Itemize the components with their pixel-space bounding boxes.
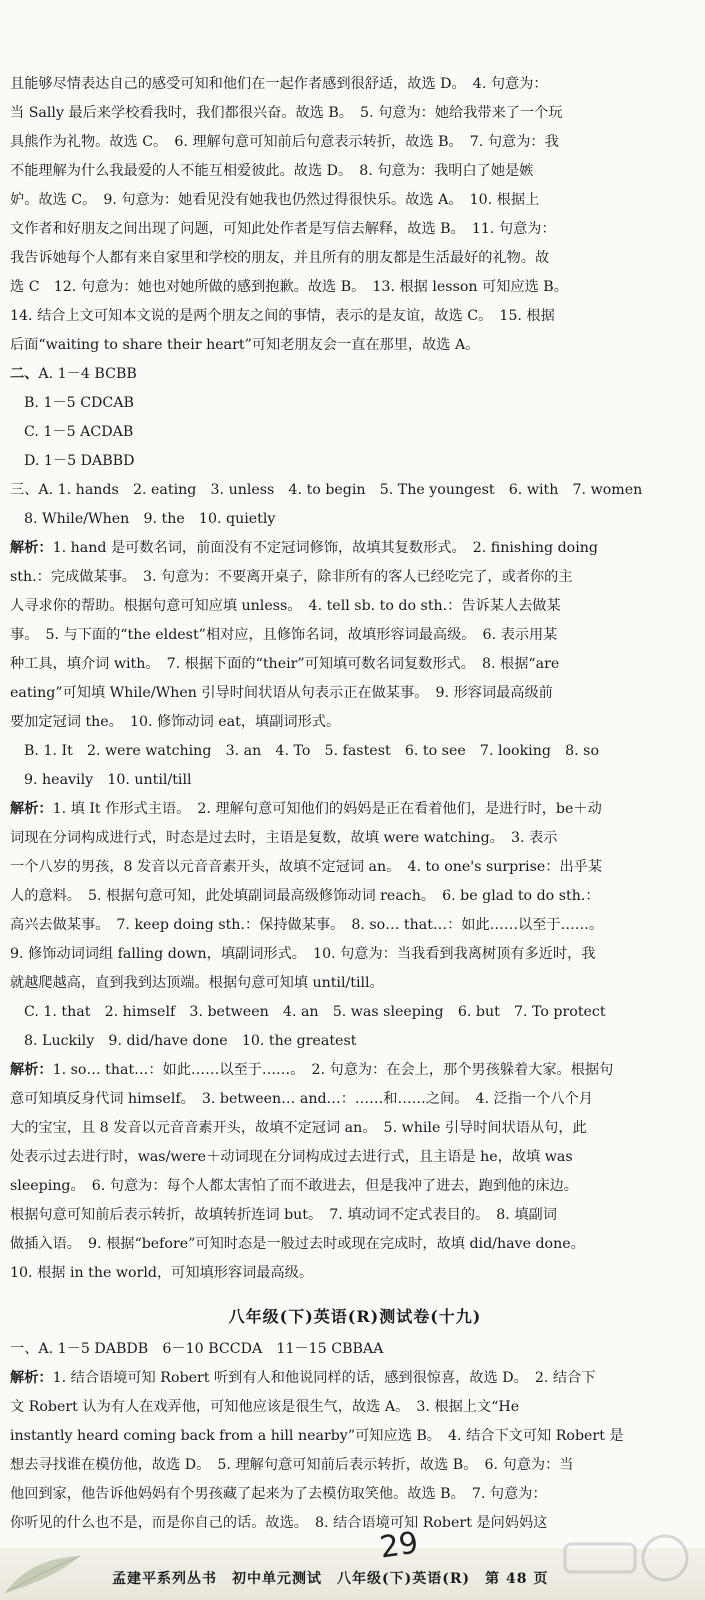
explanation-line: 就越爬越高，直到我到达顶端。根据句意可知填 until/till。: [10, 975, 384, 991]
explanation-line: instantly heard coming back from a hill nearby”可知应选 B。 4. 结合下文可知 Robert 是: [10, 1428, 624, 1444]
explanation-line: 处表示过去进行时，was/were＋动词现在分词构成过去进行式，且主语是 he，故填 was: [10, 1149, 573, 1165]
answer-c: C. 1－5 ACDAB: [24, 424, 134, 440]
leaf-decoration-icon: [0, 1548, 90, 1600]
explanation-line: 词现在分词构成进行式，时态是过去时，主语是复数，故填 were watching。 3. 表示: [10, 830, 558, 846]
explanation-line: 解析：1. 结合语境可知 Robert 听到有人和他说同样的话，感到很惊喜，故选 D。 2. 结合下: [10, 1370, 596, 1386]
test-title: 八年级(下)英语(R)测试卷(十九): [228, 1307, 482, 1326]
explanation-line: 解析：1. so… that…：如此……以至于……。 2. 句意为：在会上，那个男孩躲着大家。根据句: [10, 1062, 614, 1078]
explanation-line: 大的宝宝，且 8 发音以元音音素开头，故填不定冠词 an。 5. while 引导时间状语从句，此: [10, 1120, 587, 1136]
explanation-label: 解析：: [10, 801, 53, 817]
explanation-line: 想去寻找谁在模仿他，故选 D。 5. 理解句意可知前后表示转折，故选 B。 6. 句意为：当: [10, 1457, 574, 1473]
section3: [10, 476, 700, 1288]
explanation-line: 要加定冠词 the。 10. 修饰动词 eat，填副词形式。: [10, 714, 341, 730]
explanation-line: 人寻求你的帮助。根据句意可知应填 unless。 4. tell sb. to do sth.：告诉某人去做某: [10, 598, 561, 614]
text-line: 当 Sally 最后来学校看我时，我们都很兴奋。故选 B。 5. 句意为：她给我带来了一个玩: [10, 105, 563, 121]
handwritten-number: 29: [377, 1525, 421, 1566]
explanation-line: eating”可知填 While/When 引导时间状语从句表示正在做某事。 9. 形容词最高级前: [10, 685, 553, 701]
explanation-line: 9. 修饰动词词组 falling down，填副词形式。 10. 句意为：当我看到我离树顶有多近时，我: [10, 946, 596, 962]
text-line: 妒。故选 C。 9. 句意为：她看见没有她我也仍然过得很快乐。故选 A。 10. 根据上: [10, 192, 540, 208]
explanation-label: 解析：: [10, 540, 53, 556]
answer-line: C. 1. that 2. himself 3. between 4. an 5. was sleeping 6. but 7. To protect: [24, 1004, 606, 1020]
text-line: 后面“waiting to share their heart”可知老朋友会一直在那里，故选 A。: [10, 337, 480, 353]
explanation-line: 人的意料。 5. 根据句意可知，此处填副词最高级修饰动词 reach。 6. be glad to do sth.：: [10, 888, 600, 904]
section2-answers: [10, 360, 700, 476]
answer-line: 三、A. 1. hands 2. eating 3. unless 4. to begin 5. The youngest 6. with 7. women: [10, 482, 643, 498]
section1-explanation: [10, 70, 700, 360]
watermark-logo-icon: [555, 1530, 695, 1590]
answer-line: B. 1. It 2. were watching 3. an 4. To 5. fastest 6. to see 7. looking 8. so: [24, 743, 599, 759]
explanation-line: 种工具，填介词 with。 7. 根据下面的“their”可知填可数名词复数形式。 8. 根据“are: [10, 656, 560, 672]
explanation-line: 做插入语。 9. 根据“before”可知时态是一般过去时或现在完成时，故填 did/have done。: [10, 1236, 585, 1252]
text-line: 不能理解为什么我最爱的人不能互相爱彼此。故选 D。 8. 句意为：我明白了她是嫉: [10, 163, 534, 179]
explanation-label: 解析：: [10, 1062, 53, 1078]
explanation-line: 解析：1. 填 It 作形式主语。 2. 理解句意可知他们的妈妈是正在看着他们，是进行时，be＋动: [10, 801, 602, 817]
explanation-line: 高兴去做某事。 7. keep doing sth.：保持做某事。 8. so… that…：如此……以至于……。: [10, 917, 604, 933]
text-line: 且能够尽情表达自己的感受可知和他们在一起作者感到很舒适，故选 D。 4. 句意为：: [10, 76, 548, 92]
section-label: 二、: [10, 366, 39, 382]
answer-b: B. 1－5 CDCAB: [24, 395, 134, 411]
explanation-line: 一个八岁的男孩，8 发音以元音音素开头，故填不定冠词 an。 4. to one's surprise：出乎某: [10, 859, 603, 875]
explanation-line: 你听见的什么也不是，而是你自己的话。故选。 8. 结合语境可知 Robert 是问妈妈这: [10, 1515, 548, 1531]
text-line: 我告诉她每个人都有来自家里和学校的朋友，并且所有的朋友都是生活最好的礼物。故: [10, 250, 550, 266]
section4: [10, 1335, 700, 1538]
text-line: 选 C 12. 句意为：她也对她所做的感到抱歉。故选 B。 13. 根据 lesson 可知应选 B。: [10, 279, 568, 295]
explanation-line: 根据句意可知前后表示转折，故填转折连词 but。 7. 填动词不定式表目的。 8. 填副词: [10, 1207, 557, 1223]
answer-d: D. 1－5 DABBD: [24, 453, 135, 469]
answer-line: 8. Luckily 9. did/have done 10. the greatest: [24, 1033, 357, 1049]
explanation-line: 文 Robert 认为有人在戏弄他，可知他应该是很生气，故选 A。 3. 根据上文“He: [10, 1399, 520, 1415]
answer-a: A. 1－4 BCBB: [38, 366, 137, 382]
explanation-line: 解析：1. hand 是可数名词，前面没有不定冠词修饰，故填其复数形式。 2. finishing doing: [10, 540, 598, 556]
answer-line: 9. heavily 10. until/till: [24, 772, 192, 788]
answer-line: 一、A. 1－5 DABDB 6－10 BCCDA 11－15 CBBAA: [10, 1341, 384, 1357]
explanation-line: sleeping。 6. 句意为：每个人都太害怕了而不敢进去，但是我冲了进去，跑到他的床边。: [10, 1178, 578, 1194]
explanation-line: 他回到家，他告诉他妈妈有个男孩藏了起来为了去模仿取笑他。故选 B。 7. 句意为：: [10, 1486, 547, 1502]
answer-line: 8. While/When 9. the 10. quietly: [24, 511, 276, 527]
explanation-line: 事。 5. 与下面的“the eldest”相对应，且修饰名词，故填形容词最高级。 6. 表示用某: [10, 627, 558, 643]
answer-line: [10, 360, 700, 389]
explanation-line: 意可知填反身代词 himself。 3. between… and…：……和……之间。 4. 泛指一个八个月: [10, 1091, 593, 1107]
footer-text: 孟建平系列丛书 初中单元测试 八年级(下)英语(R) 第 48 页: [112, 1571, 549, 1587]
text-line: 具熊作为礼物。故选 C。 6. 理解句意可知前后句意表示转折，故选 B。 7. 句意为：我: [10, 134, 559, 150]
text-line: 14. 结合上文可知本文说的是两个朋友之间的事情，表示的是友谊，故选 C。 15. 根据: [10, 308, 555, 324]
answer-page: [10, 70, 700, 1538]
text-line: 文作者和好朋友之间出现了问题，可知此处作者是写信去解释，故选 B。 11. 句意为：: [10, 221, 556, 237]
explanation-line: 10. 根据 in the world，可知填形容词最高级。: [10, 1265, 314, 1281]
explanation-label: 解析：: [10, 1370, 53, 1386]
explanation-line: sth.：完成做某事。 3. 句意为：不要离开桌子，除非所有的客人已经吃完了，或者你的主: [10, 569, 573, 585]
